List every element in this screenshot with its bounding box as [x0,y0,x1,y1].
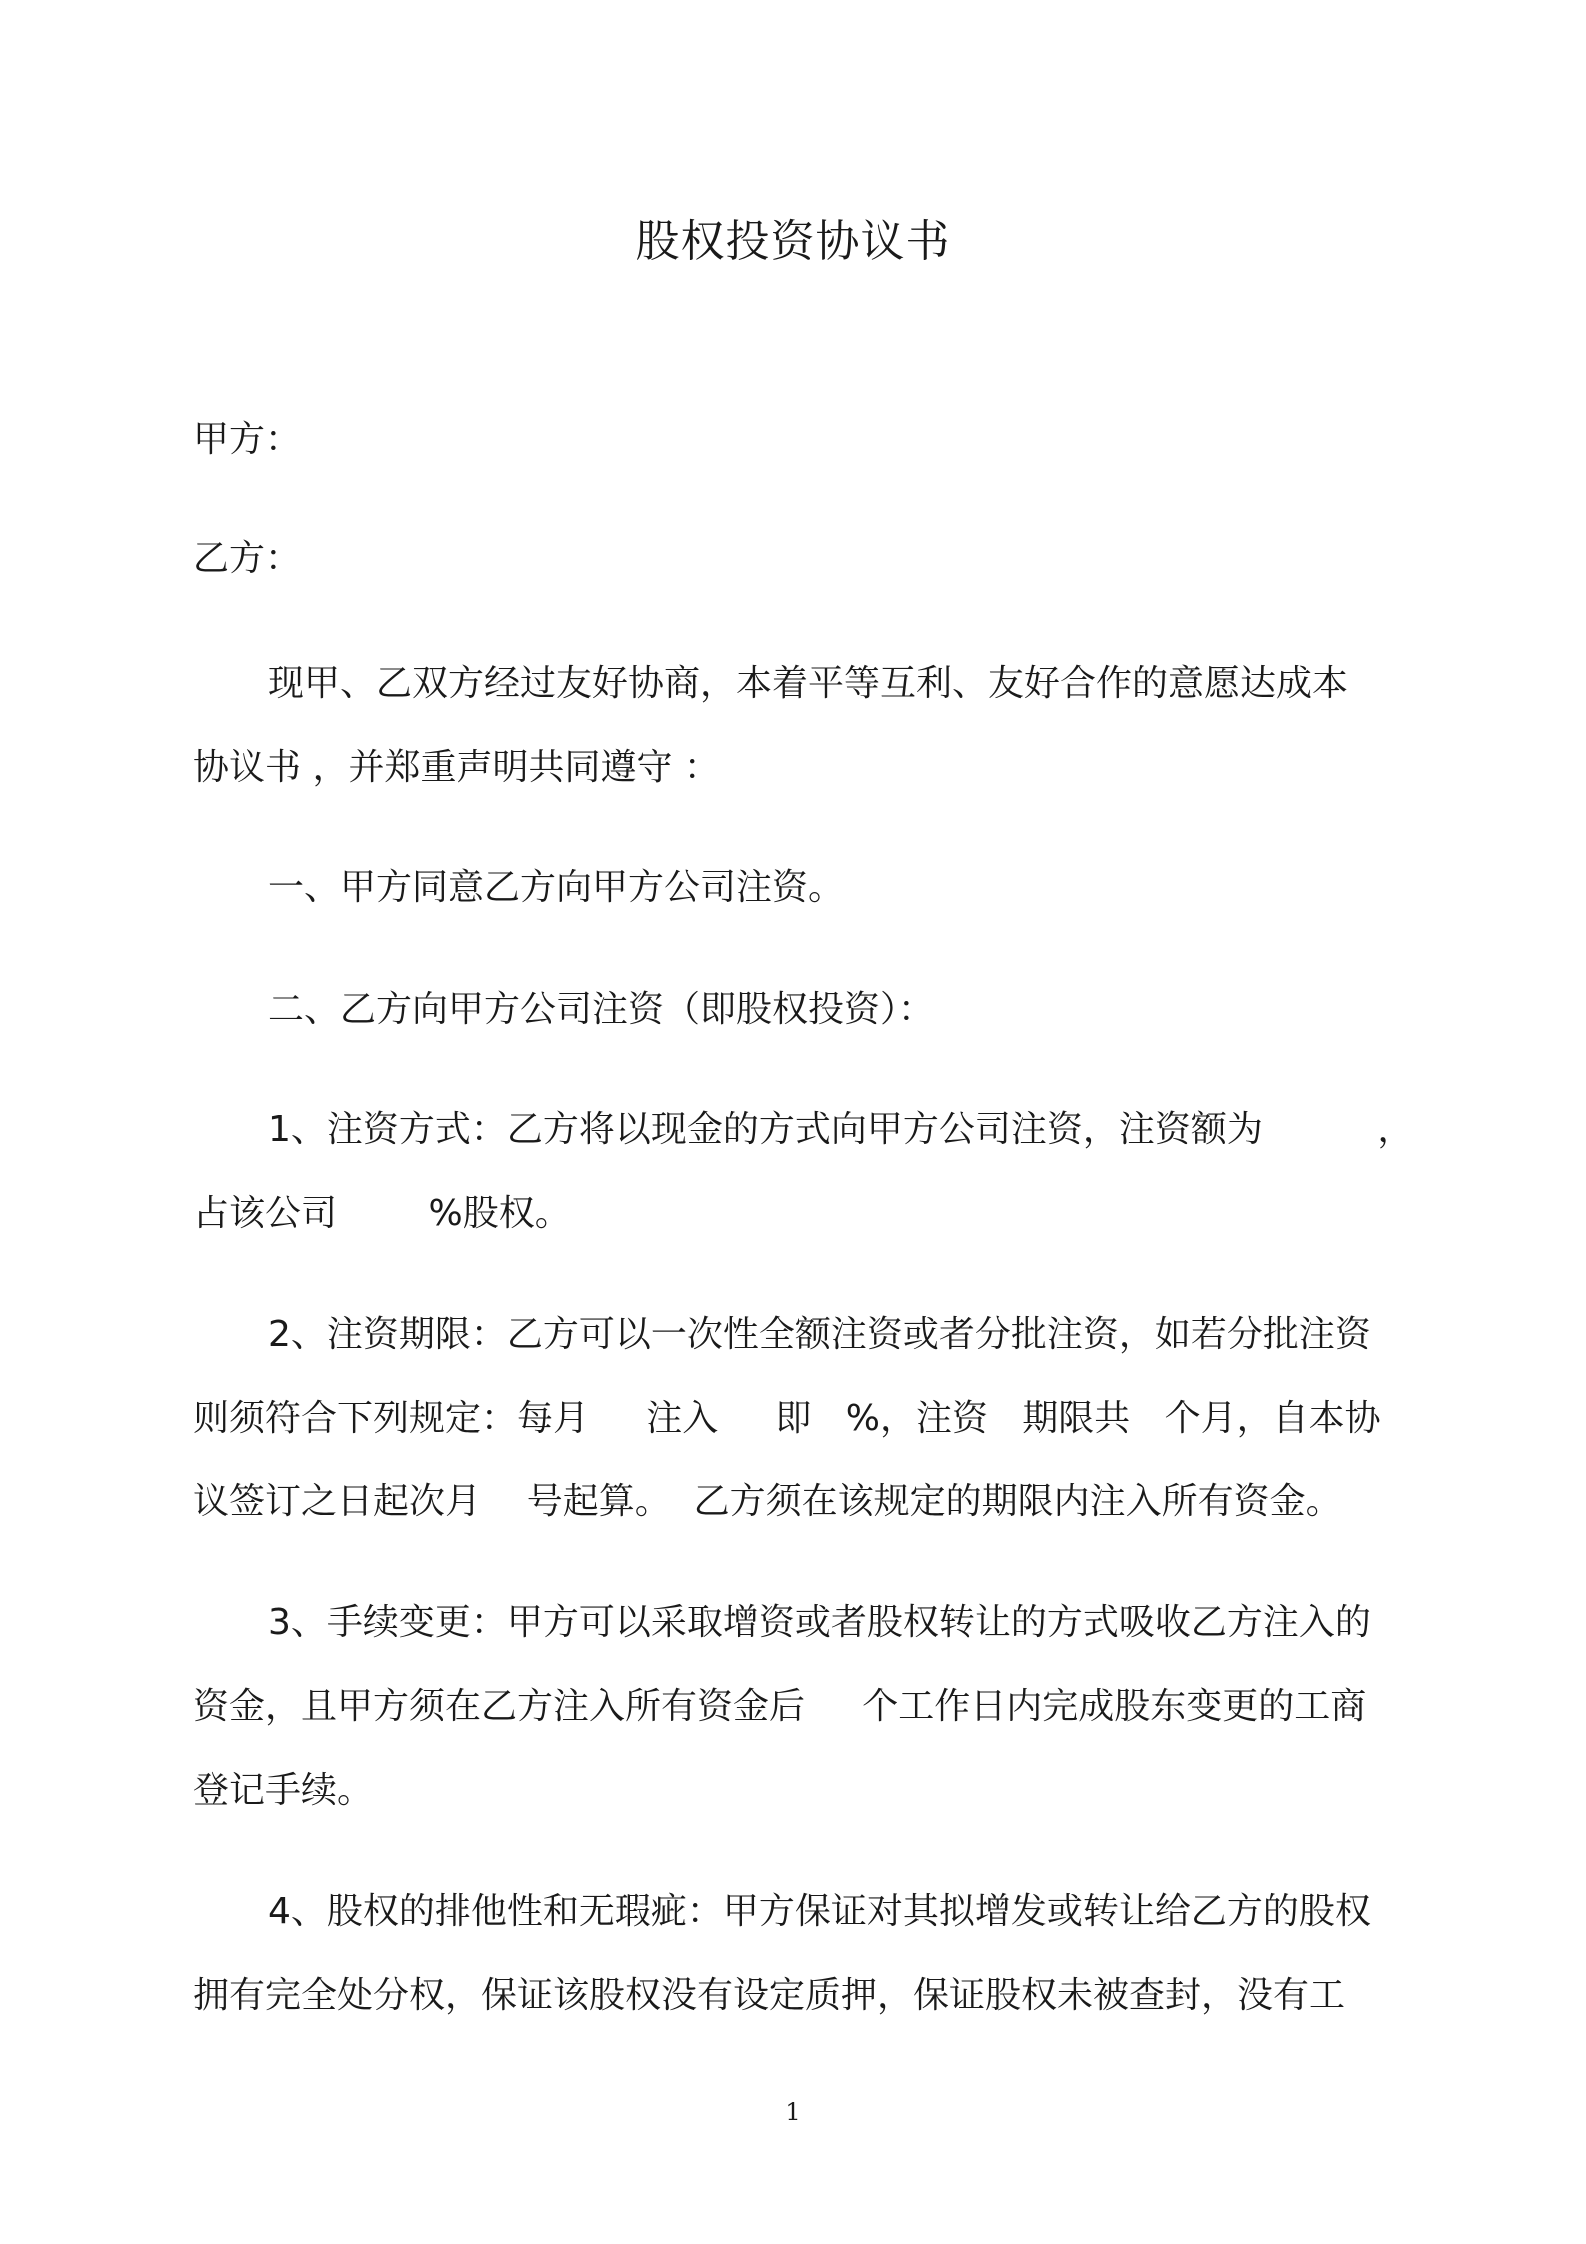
intro-line-1: 现甲、乙双方经过友好协商，本着平等互利、友好合作的意愿达成本 [268,663,1349,704]
item-1-line-1: 1、注资方式：乙方将以现金的方式向甲方公司注资，注资额为 ， [268,1109,1414,1150]
clause-1: 一、甲方同意乙方向甲方公司注资。 [268,867,845,908]
item-4-line-1: 4、股权的排他性和无瑕疵：甲方保证对其拟增发或转让给乙方的股权 [268,1891,1371,1932]
item-2-line-1: 2、注资期限：乙方可以一次性全额注资或者分批注资，如若分批注资 [268,1314,1371,1355]
party-b-label: 乙方： [193,538,302,579]
clause-2: 二、乙方向甲方公司注资（即股权投资）： [268,989,935,1030]
item-3-line-3: 登记手续。 [193,1770,374,1811]
item-2-line-3: 议签订之日起次月 号起算。 乙方须在该规定的期限内注入所有资金。 [193,1481,1342,1522]
intro-line-2: 协议书 ，并郑重声明共同遵守 ： [193,747,720,788]
item-1-line-2: 占该公司 %股权。 [193,1193,571,1234]
page-number: 1 [785,2098,801,2126]
item-3-line-2: 资金，且甲方须在乙方注入所有资金后 个工作日内完成股东变更的工商 [193,1686,1367,1727]
item-4-line-2: 拥有完全处分权，保证该股权没有设定质押，保证股权未被查封，没有工 [193,1975,1346,2016]
document-title: 股权投资协议书 [635,216,951,267]
party-a-label: 甲方： [193,419,302,460]
item-2-line-2: 则须符合下列规定：每月 注入 即 %，注资 期限共 个月，自本协 [193,1398,1381,1439]
item-3-line-1: 3、手续变更：甲方可以采取增资或者股权转让的方式吸收乙方注入的 [268,1602,1371,1643]
